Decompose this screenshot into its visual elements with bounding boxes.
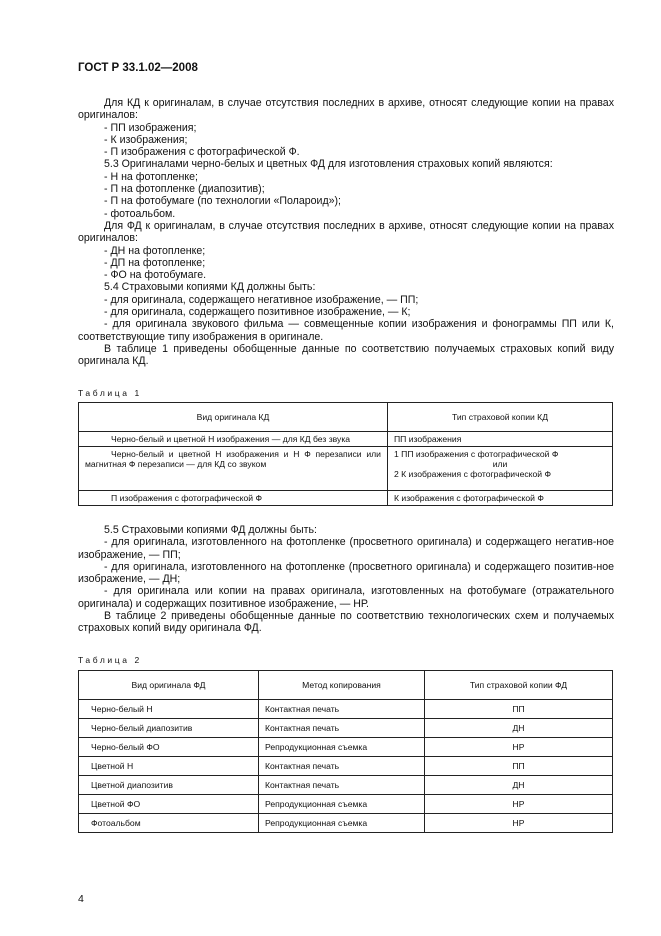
- paragraph: - ДН на фотопленке;: [104, 244, 206, 257]
- cell-line: 2 К изображения с фотографической Ф: [394, 469, 552, 479]
- table-cell: Черно-белый и цветной Н изображения и Н Ф перезаписи или магнитная Ф перезаписи — для КД со звуком: [79, 447, 388, 491]
- table-cell: ПП: [425, 757, 613, 776]
- table-2: [78, 670, 613, 833]
- table-1-header-copy: Тип страховой копии КД: [388, 403, 613, 432]
- table-cell: Черно-белый и цветной Н изображения — для КД без звука: [79, 432, 388, 447]
- paragraph: - П изображения с фотографической Ф.: [104, 146, 300, 159]
- table-1: [78, 402, 613, 506]
- table-cell: Контактная печать: [259, 700, 425, 719]
- paragraph: 5.5 Страховыми копиями ФД должны быть:: [104, 524, 317, 536]
- table-cell: Репродукционная съемка: [259, 738, 425, 757]
- table-cell: Цветной Н: [79, 757, 259, 776]
- paragraph: - фотоальбом.: [104, 207, 176, 220]
- paragraph: - для оригинала, содержащего позитивное изображение, — К;: [104, 306, 411, 319]
- paragraph: - для оригинала, изготовленного на фотопленке (просветного оригинала) и содержащего позитив-ное изображение, — ДН;: [78, 560, 614, 586]
- table-cell: П изображения с фотографической Ф: [79, 491, 388, 506]
- table-cell: Репродукционная съемка: [259, 814, 425, 833]
- table-row: [79, 719, 613, 738]
- table-cell: [388, 447, 613, 491]
- document-header: ГОСТ Р 33.1.02—2008: [78, 62, 198, 74]
- table-1-caption: Таблица 1: [78, 388, 142, 398]
- paragraph: Для ФД к оригиналам, в случае отсутствия последних в архиве, относят следующие копии на правах оригиналов:: [78, 219, 614, 245]
- cell-line: или: [492, 459, 508, 469]
- paragraph: - П на фотопленке (диапозитив);: [104, 183, 265, 196]
- paragraph: - К изображения;: [104, 133, 188, 146]
- table-row: [79, 795, 613, 814]
- paragraph: 5.4 Страховыми копиями КД должны быть:: [104, 281, 316, 294]
- paragraph: - для оригинала или копии на правах оригинала, изготовленных на фотобумаге (отражательного оригинала) и содержащих позитивное изображение, — НР.: [78, 585, 614, 610]
- body-text-section-2: [78, 524, 614, 635]
- table-cell: Контактная печать: [259, 776, 425, 795]
- table-row: [79, 757, 613, 776]
- table-cell: Цветной диапозитив: [79, 776, 259, 795]
- table-row: [79, 700, 613, 719]
- table-cell: Цветной ФО: [79, 795, 259, 814]
- table-row: [79, 491, 613, 506]
- body-text-section-1: [78, 97, 614, 368]
- table-cell: Черно-белый ФО: [79, 738, 259, 757]
- paragraph: 5.3 Оригиналами черно-белых и цветных ФД для изготовления страховых копий являются:: [104, 158, 553, 171]
- table-row: [79, 447, 613, 491]
- table-cell: К изображения с фотографической Ф: [388, 491, 613, 506]
- table-cell: Репродукционная съемка: [259, 795, 425, 814]
- table-2-header-method: Метод копирования: [259, 671, 425, 700]
- table-cell: Черно-белый Н: [79, 700, 259, 719]
- page-number: 4: [78, 893, 84, 905]
- paragraph: Для КД к оригиналам, в случае отсутствия последних в архиве, относят следующие копии на правах оригиналов:: [78, 97, 614, 122]
- paragraph: - для оригинала, содержащего негативное изображение, — ПП;: [104, 293, 419, 306]
- table-cell: ДН: [425, 719, 613, 738]
- table-1-header-original: Вид оригинала КД: [79, 403, 388, 432]
- paragraph: - для оригинала звукового фильма — совмещенные копии изображения и фонограммы ПП или К, соответствующие типу изображения в оригинале.: [78, 318, 614, 343]
- table-cell: НР: [425, 795, 613, 814]
- table-row: [79, 432, 613, 447]
- table-cell: Фотоальбом: [79, 814, 259, 833]
- table-cell: Черно-белый диапозитив: [79, 719, 259, 738]
- table-cell: Контактная печать: [259, 719, 425, 738]
- table-2-header-original: Вид оригинала ФД: [79, 671, 259, 700]
- paragraph: - ДП на фотопленке;: [104, 256, 206, 269]
- paragraph: - П на фотобумаге (по технологии «Полароид»);: [104, 195, 341, 208]
- table-cell: ПП изображения: [388, 432, 613, 447]
- table-cell: НР: [425, 814, 613, 833]
- paragraph: В таблице 2 приведены обобщенные данные по соответствию технологических схем и получаемых страховых копий виду оригинала ФД.: [78, 610, 614, 635]
- table-row: [79, 738, 613, 757]
- table-row: [79, 814, 613, 833]
- table-cell: НР: [425, 738, 613, 757]
- table-row: [79, 776, 613, 795]
- paragraph: - Н на фотопленке;: [104, 170, 198, 183]
- paragraph: - для оригинала, изготовленного на фотопленке (просветного оригинала) и содержащего негатив-ное изображение, — ПП;: [78, 536, 614, 561]
- table-2-caption: Таблица 2: [78, 655, 142, 665]
- paragraph: В таблице 1 приведены обобщенные данные по соответствию получаемых страховых копий виду оригинала КД.: [78, 342, 614, 368]
- table-cell: ПП: [425, 700, 613, 719]
- paragraph: - ПП изображения;: [104, 121, 197, 134]
- table-2-header-copy: Тип страховой копии ФД: [425, 671, 613, 700]
- paragraph: - ФО на фотобумаге.: [104, 269, 207, 282]
- table-cell: ДН: [425, 776, 613, 795]
- cell-line: 1 ПП изображения с фотографической Ф: [394, 449, 559, 459]
- table-cell: Контактная печать: [259, 757, 425, 776]
